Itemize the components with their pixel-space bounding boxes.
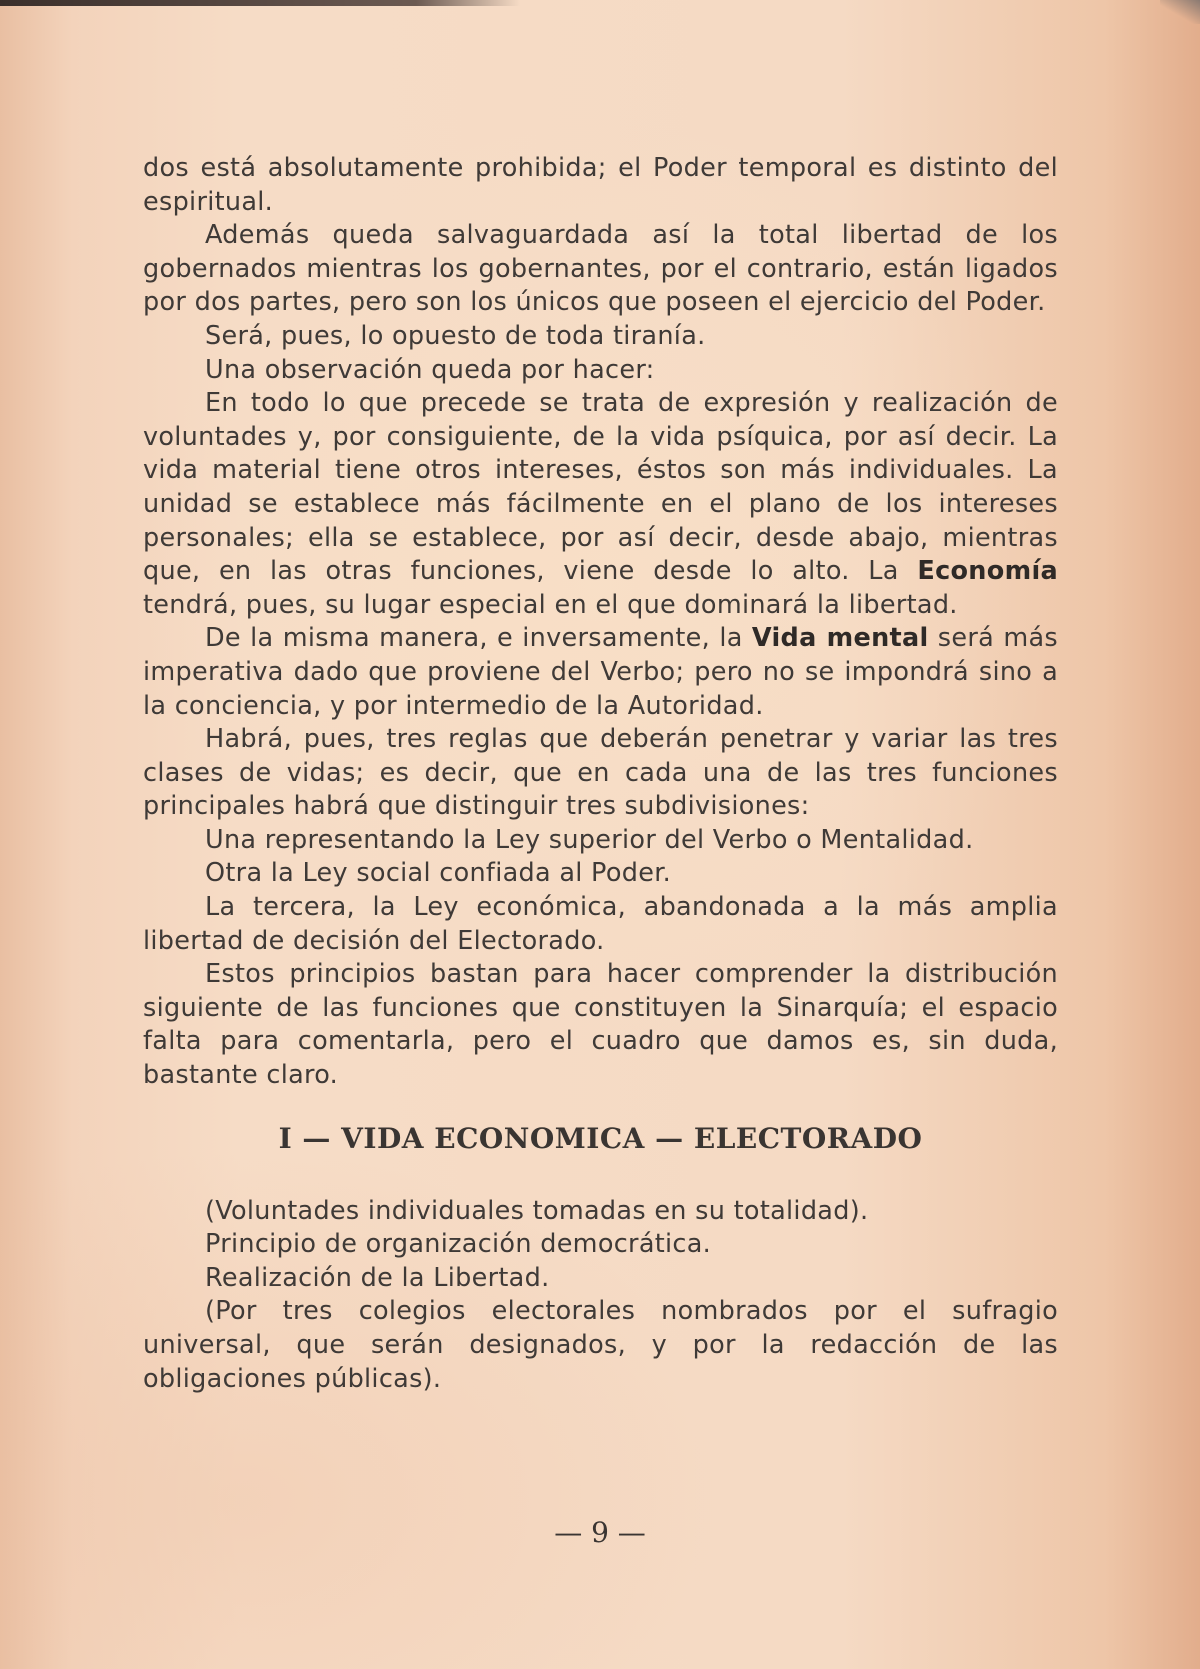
section-paragraph-colegios: (Por tres colegios electorales nombrados por el sufragio universal, que serán designados, y por la redacción de las obligaciones públicas). — [143, 1296, 1058, 1394]
paragraph-economia — [143, 387, 1058, 622]
economia-bold-term: Economía — [917, 556, 1058, 587]
section-heading: I — VIDA ECONOMICA — ELECTORADO — [278, 1121, 923, 1155]
vida-mental-bold-term: Vida mental — [751, 623, 929, 654]
paragraph-principios: Estos principios bastan para hacer comprender la distribución siguiente de las funciones que constituyen la Sinarquía; el espacio falta para comentarla, pero el cuadro que damos es, sin duda, bastante claro. — [143, 959, 1058, 1091]
page-corner-mark — [1160, 0, 1200, 24]
economia-text-before: En todo lo que precede se trata de expresión y realización de voluntades y, por consiguiente, de la vida psíquica, por así decir. La vida material tiene otros intereses, éstos son más individuales. La unidad se establece más fácilmente en el plano de los intereses personales; ella se establece, por así decir, desde abajo, mientras que, en las otras funciones, viene desde lo alto. La — [143, 388, 1058, 587]
section-paragraph-voluntades: (Voluntades individuales tomadas en su totalidad). — [205, 1195, 869, 1226]
paragraph-tirania: Será, pues, lo opuesto de toda tiranía. — [205, 320, 706, 351]
page-number: — 9 — — [554, 1516, 646, 1549]
paragraph-ley-superior: Una representando la Ley superior del Verbo o Mentalidad. — [205, 824, 974, 855]
vida-mental-text-after: será más imperativa dado que proviene del Verbo; pero no se impondrá sino a la conciencia, y por intermedio de la Autoridad. — [143, 623, 1058, 721]
paragraph-ley-social: Otra la Ley social confiada al Poder. — [205, 858, 672, 889]
paragraph-libertad: Además queda salvaguardada así la total libertad de los gobernados mientras los gobernantes, por el contrario, están ligados por dos partes, pero son los únicos que poseen el ejercicio del Poder. — [143, 220, 1058, 318]
section-paragraph-realizacion: Realización de la Libertad. — [205, 1262, 550, 1293]
paragraph-continuation: dos está absolutamente prohibida; el Poder temporal es distinto del espiritual. — [143, 153, 1058, 217]
section-paragraph-principio: Principio de organización democrática. — [205, 1229, 712, 1260]
page-body — [143, 152, 1058, 1396]
page-edge-shadow — [0, 0, 520, 6]
economia-text-after: tendrá, pues, su lugar especial en el que dominará la libertad. — [143, 589, 958, 620]
paragraph-ley-economica: La tercera, la Ley económica, abandonada a la más amplia libertad de decisión del Electorado. — [143, 892, 1058, 956]
paragraph-tres-reglas: Habrá, pues, tres reglas que deberán penetrar y variar las tres clases de vidas; es decir, que en cada una de las tres funciones principales habrá que distinguir tres subdivisiones: — [143, 724, 1058, 822]
vida-mental-text-before: De la misma manera, e inversamente, la — [205, 623, 752, 654]
paragraph-observacion: Una observación queda por hacer: — [205, 354, 655, 385]
paragraph-vida-mental — [143, 622, 1058, 723]
